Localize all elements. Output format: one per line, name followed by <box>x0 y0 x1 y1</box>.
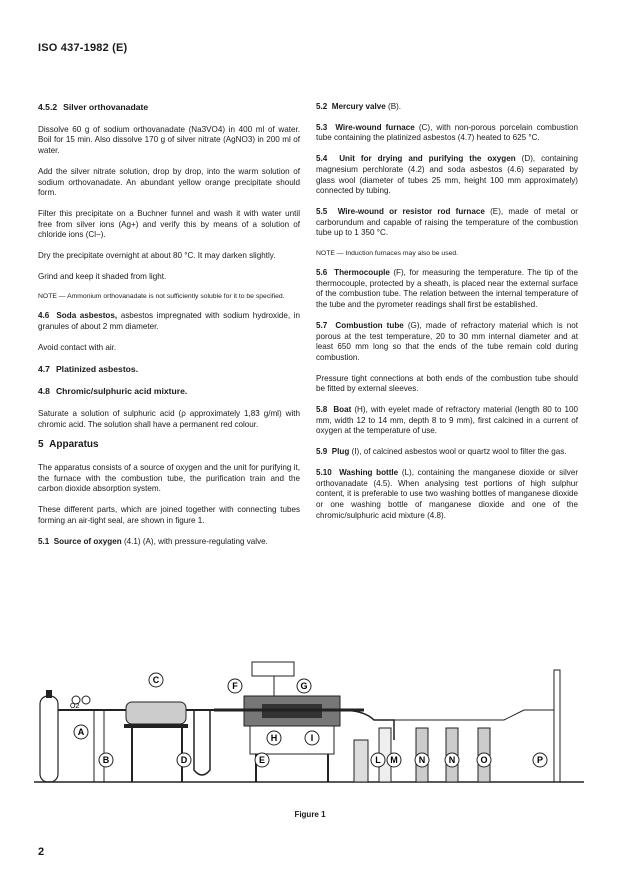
paragraph: Avoid contact with air. <box>38 342 117 352</box>
heading-4-8: 4.8 Chromic/sulphuric acid mixture. <box>38 386 188 397</box>
label-A: A <box>77 727 85 737</box>
section-5-2: 5.2 Mercury valve (B). <box>316 102 402 111</box>
o2-label: O2 <box>70 703 80 710</box>
paragraph: Grind and keep it shaded from light. <box>38 271 167 281</box>
label-D: D <box>180 755 188 765</box>
apparatus-figure <box>34 675 584 800</box>
section-5-1: 5.1 Source of oxygen (4.1) (A), with pressure-regulating valve. <box>38 536 268 546</box>
heading-4-5-2: 4.5.2 Silver orthovanadate <box>38 102 149 112</box>
paragraph: The apparatus consists of a source of oxygen and the unit for purifying it, the furnace with the combustion tube, the purification train and the carbon dioxide absorption system. <box>38 463 300 494</box>
section-5-3: 5.3 Wire-wound furnace (C), with non-porous porcelain combustion tube containing the platinized asbestos (4.7) heated to 625 °C. <box>316 122 578 143</box>
paragraph: Dissolve 60 g of sodium orthovanadate (Na3VO4) in 400 ml of water. Boil for 15 min. Also dissolve 170 g of silver nitrate (AgNO3) in 200 ml of water. <box>38 124 300 156</box>
section-5-8: 5.8 Boat (H), with eyelet made of refractory material (length 80 to 100 mm, width 12 to 14 mm, depth 8 to 9 mm), first calcined in a current of oxygen at the temperature of use. <box>316 405 579 436</box>
section-5-10: 5.10 Washing bottle (L), containing the manganese dioxide or silver orthovanadate (4.5). When analysing test portions of high sulphur content, it is preferable to use two washing bottles of manganese dioxide or one washing bottle of manganese dioxide and one of the chromic/sulphuric acid mixture (4.8). <box>316 467 579 520</box>
standard-header: ISO 437-1982 (E) <box>38 42 128 54</box>
label-H: H <box>270 733 278 743</box>
label-G: G <box>300 681 308 691</box>
section-5-5: 5.5 Wire-wound or resistor rod furnace (E), made of metal or carborundum and capable of raising the temperature of the combustion tube up to 1 350 °C. <box>316 206 578 238</box>
paragraph: Saturate a solution of sulphuric acid (ρ approximately 1,83 g/ml) with chromic acid. The solution shall have a permanent red colour. <box>38 408 300 429</box>
label-B: B <box>102 755 110 765</box>
heading-4-7: 4.7 Platinized asbestos. <box>38 363 139 374</box>
section-5-4: 5.4 Unit for drying and purifying the oxygen (D), containing magnesium perchlorate (4.2) and soda asbestos (4.6) separated by glass wool (diameter of tubes 25 mm, height 100 mm approximately) connected by tubing. <box>316 154 579 196</box>
label-I: I <box>310 733 314 743</box>
section-5-9: 5.9 Plug (I), of calcined asbestos wool or quartz wool to filter the gas. <box>316 447 567 457</box>
section-5-7: 5.7 Combustion tube (G), made of refractory material which is not porous at the test temperature, 20 to 30 mm internal diameter and at least 650 mm long so that the ends of the tube remain cold during combustion. <box>316 320 579 362</box>
label-L: L <box>375 755 381 765</box>
page-number: 2 <box>38 846 45 858</box>
section-5-6: 5.6 Thermocouple (F), for measuring the temperature. The tip of the thermocouple, protected by a sheath, is placed near the external surface of the combustion tube. The relation between the internal temperature of the tube and the pyrometer readings shall first be established. <box>316 268 579 310</box>
right-column <box>316 102 578 531</box>
note: NOTE — Induction furnaces may also be used. <box>316 250 459 258</box>
note: NOTE — Ammonium orthovanadate is not sufficiently soluble for it to be specified. <box>38 293 285 301</box>
label-F: F <box>232 681 238 691</box>
paragraph: Pressure tight connections at both ends of the combustion tube should be fitted by external sleeves. <box>316 373 578 394</box>
section-4-6: 4.6 Soda asbestos, asbestos impregnated with sodium hydroxide, in granules of about 2 mm diameter. <box>38 311 301 332</box>
label-M: M <box>390 755 398 765</box>
paragraph: Add the silver nitrate solution, drop by drop, into the warm solution of sodium orthovanadate. An abundant yellow orange precipitate should form. <box>38 166 300 198</box>
paragraph: Filter this precipitate on a Buchner funnel and wash it with water until free from silver ions (Ag+) and verify this by means of a solution of chloride ions (Cl−). <box>38 208 300 240</box>
label-E: E <box>258 755 266 765</box>
label-O: O <box>480 755 488 765</box>
label-N1: N <box>418 755 426 765</box>
label-P: P <box>536 755 544 765</box>
left-column <box>38 102 300 557</box>
label-C: C <box>152 675 160 685</box>
paragraph: These different parts, which are joined together with connecting tubes forming an air-tight seal, are shown in figure 1. <box>38 505 300 525</box>
heading-5-apparatus: 5 Apparatus <box>38 439 99 451</box>
figure-caption: Figure 1 <box>294 810 326 819</box>
label-N2: N <box>448 755 456 765</box>
paragraph: Dry the precipitate overnight at about 80 °C. It may darken slightly. <box>38 251 276 261</box>
